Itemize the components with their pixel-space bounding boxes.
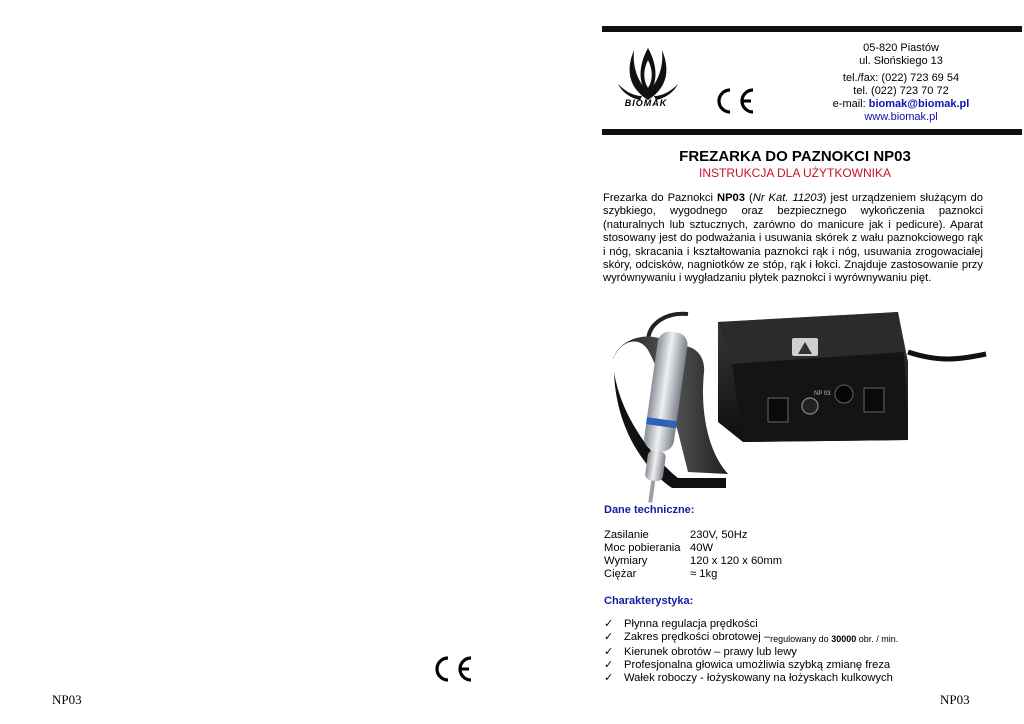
tech-table xyxy=(604,529,782,581)
page-subtitle: INSTRUKCJA DLA UŻYTKOWNIKA xyxy=(698,166,892,180)
tech-row xyxy=(604,529,782,542)
list-item xyxy=(604,646,898,659)
email-label: e-mail: xyxy=(832,98,869,110)
tech-heading: Dane techniczne: xyxy=(604,504,695,516)
features-list xyxy=(604,618,898,685)
tech-key: Wymiary xyxy=(604,555,648,567)
intro-paragraph xyxy=(603,192,983,286)
features-heading: Charakterystyka: xyxy=(604,595,694,607)
product-photo xyxy=(608,302,988,512)
logo-wordmark: BIOMAK xyxy=(624,98,668,108)
tech-key: Ciężar xyxy=(604,568,637,580)
check-icon: ✓ xyxy=(604,618,614,630)
contact-block xyxy=(800,42,1002,124)
header-rule-top xyxy=(602,26,1022,32)
email-link[interactable]: biomak@biomak.pl xyxy=(868,98,970,110)
speed-note-text: regulowany do xyxy=(770,634,832,644)
list-item xyxy=(604,618,898,631)
intro-text: ) jest urządzeniem służącym do szybkiego, wygodnego oraz bezpiecznego wykończenia paznokci (naturalnych lub sztucznych, zarówno do manicure jak i pedicure). Aparat stosowany jest do podważania i usuwania skórek z wału paznokciowego rąk i nóg, skracania i kształtowania paznokci rąk i nóg, usuwania zrogowaciałej skóry, odcisków, nagniotków ze stóp, rąk i łokci. Znajduje zastosowanie przy wyrównywaniu i wygładzaniu płytek paznokci i wyrównywaniu pięt. xyxy=(603,192,984,285)
check-icon: ✓ xyxy=(604,672,614,684)
feature-text: Profesjonalna głowica umożliwia szybką zmianę freza xyxy=(624,659,891,671)
footer-right: NP03 xyxy=(940,692,970,707)
address-line: 05-820 Piastów xyxy=(863,42,939,54)
tech-row xyxy=(604,555,782,568)
website-link[interactable]: www.biomak.pl xyxy=(864,111,938,123)
tech-row xyxy=(604,542,782,555)
tech-key: Zasilanie xyxy=(604,529,649,541)
check-icon: ✓ xyxy=(604,646,614,658)
tech-row xyxy=(604,568,782,581)
tech-key: Moc pobierania xyxy=(604,542,681,554)
address-line: ul. Słońskiego 13 xyxy=(859,55,943,67)
feature-text: Płynna regulacja prędkości xyxy=(624,618,758,630)
page-title: FREZARKA DO PAZNOKCI NP03 xyxy=(679,148,911,165)
list-item xyxy=(604,631,898,646)
speed-note-text: obr. / min. xyxy=(856,634,899,644)
feature-text: Wałek roboczy - łożyskowany na łożyskach kulkowych xyxy=(624,672,893,684)
check-icon: ✓ xyxy=(604,631,614,643)
feature-text: Kierunek obrotów – prawy lub lewy xyxy=(624,646,797,658)
intro-text: Frezarka do Paznokci xyxy=(603,192,717,204)
list-item xyxy=(604,659,898,672)
header-rule-bottom xyxy=(602,129,1022,135)
check-icon: ✓ xyxy=(604,659,614,671)
list-item xyxy=(604,672,898,685)
tech-value: 120 x 120 x 60mm xyxy=(690,555,783,567)
intro-text: ( xyxy=(745,192,753,204)
ce-mark-icon xyxy=(428,654,474,684)
catalog-number: Nr Kat. 11203 xyxy=(752,192,823,204)
tech-value: 40W xyxy=(690,542,714,554)
tech-value: ≈ 1kg xyxy=(690,568,718,580)
phone: tel. (022) 723 70 72 xyxy=(853,85,949,97)
ce-mark-icon xyxy=(710,86,756,116)
device-model-label: NP 03 xyxy=(814,391,831,397)
footer-left: NP03 xyxy=(52,692,82,707)
feature-text: Zakres prędkości obrotowej – xyxy=(624,631,771,643)
email-line xyxy=(800,98,1002,111)
speed-value: 30000 xyxy=(831,634,857,644)
telfax: tel./fax: (022) 723 69 54 xyxy=(842,72,960,84)
speed-note xyxy=(770,631,898,646)
tech-value: 230V, 50Hz xyxy=(690,529,748,541)
model-name: NP03 xyxy=(717,192,745,204)
